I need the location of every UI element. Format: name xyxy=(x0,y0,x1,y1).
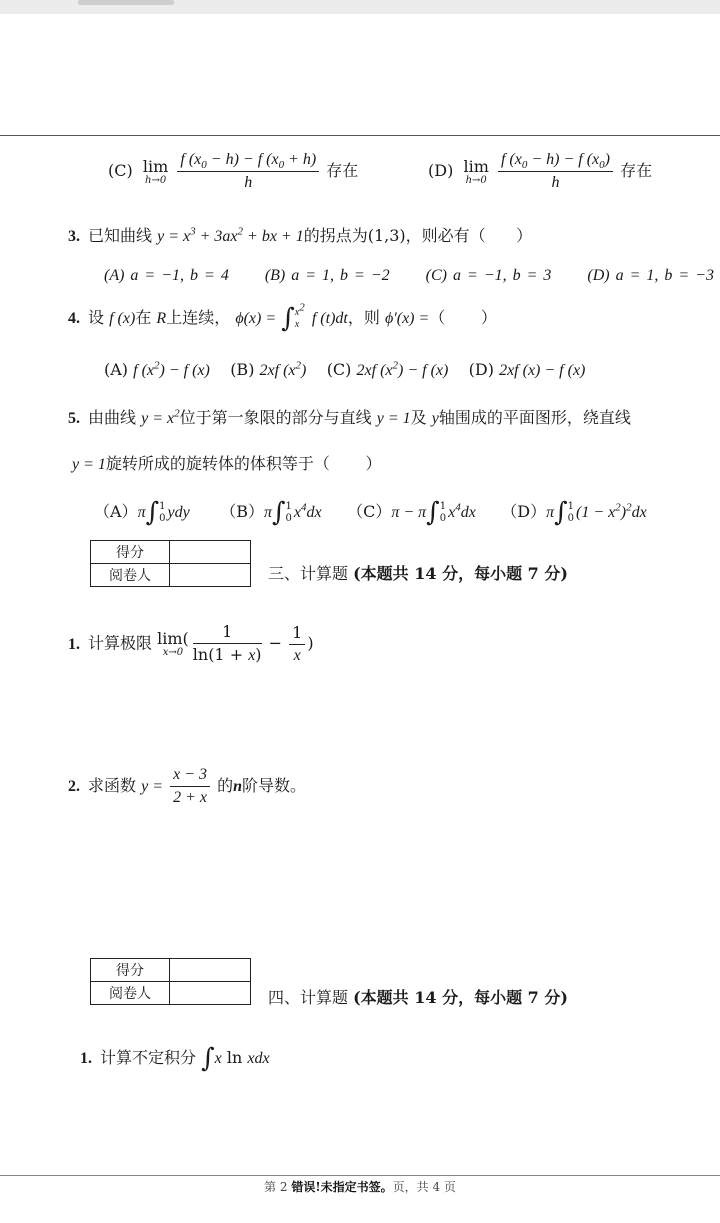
q2-option-c: (C) lim h→0 $\frac{f (x_0 - h) - f (x_0 + h)}{h}$ 存在 xyxy=(108,151,359,191)
q3-options xyxy=(104,264,714,288)
section3-heading: 三、计算题 (本题共 14 分，每小题 7 分) xyxy=(268,564,568,583)
score-cell[interactable] xyxy=(170,541,251,564)
score-label: 得分 xyxy=(91,959,170,982)
s3-q1: 1. 计算极限 lim( x→0 $\frac{1}{\ln(1 + x)}$ − $\frac{1}{x}$ ) xyxy=(68,622,314,664)
q3-option-a: (A) a = −1, b = 4 xyxy=(104,267,229,284)
top-bar xyxy=(0,0,720,14)
s4-q1: 1. 计算不定积分 ∫x ln xdx xyxy=(80,1043,270,1074)
footer-divider xyxy=(0,1175,720,1176)
q5-stem-line1: 5. 由曲线 $y = x^2$位于第一象限的部分与直线 y = 1及 y轴围成的平面图形，绕直线 xyxy=(68,407,631,427)
section4-heading: 四、计算题 (本题共 14 分，每小题 7 分) xyxy=(268,988,568,1007)
s3-q2: 2. 求函数 y = $\frac{x - 3}{2 + x}$ 的n阶导数。 xyxy=(68,766,307,806)
grader-label: 阅卷人 xyxy=(91,982,170,1005)
q4-options: (A) f $(x^2) - f$ (x) (B) 2xf $(x^2)$ (C) 2xf $(x^2) - f$ (x) (D) 2xf (x) − f (x) xyxy=(104,359,586,379)
header-blur xyxy=(78,0,174,5)
grader-cell[interactable] xyxy=(170,564,251,587)
q4-stem: 4. 设 f (x)在 R上连续， ϕ(x) = ∫ $x^2$ x f (t)dt，则 ϕ′(x) =（ ） xyxy=(68,301,497,334)
q3-option-b: (B) a = 1, b = −2 xyxy=(264,267,390,284)
q3-option-c: (C) a = −1, b = 3 xyxy=(425,267,552,284)
grader-cell[interactable] xyxy=(170,982,251,1005)
score-box-section3 xyxy=(90,540,251,587)
score-box-section4 xyxy=(90,958,251,1005)
grader-label: 阅卷人 xyxy=(91,564,170,587)
q3-option-d: (D) a = 1, b = −3 xyxy=(587,267,714,284)
q3-stem: 3. 已知曲线 $y = x^3 + 3ax^2$ + bx + 1的拐点为(1,3)，则必有（ ） xyxy=(68,225,533,245)
q5-stem-line2: y = 1旋转所成的旋转体的体积等于（ ） xyxy=(72,454,382,473)
q2-option-d: (D) lim h→0 $\frac{f (x_0 - h) - f (x_0)}{h}$ 存在 xyxy=(428,151,653,191)
q5-options: （A）π∫ 1 0 ydy （B）π∫ 1 0 $x^4dx$ （C）π − π∫ 1 0 $x^4dx$ （D）π∫ 1 0 $(1 - x^2)^2dx$ xyxy=(94,497,647,528)
header-divider xyxy=(0,135,720,136)
score-cell[interactable] xyxy=(170,959,251,982)
score-label: 得分 xyxy=(91,541,170,564)
page-footer: 第 2 错误!未指定书签。页，共 4 页 xyxy=(264,1180,456,1194)
